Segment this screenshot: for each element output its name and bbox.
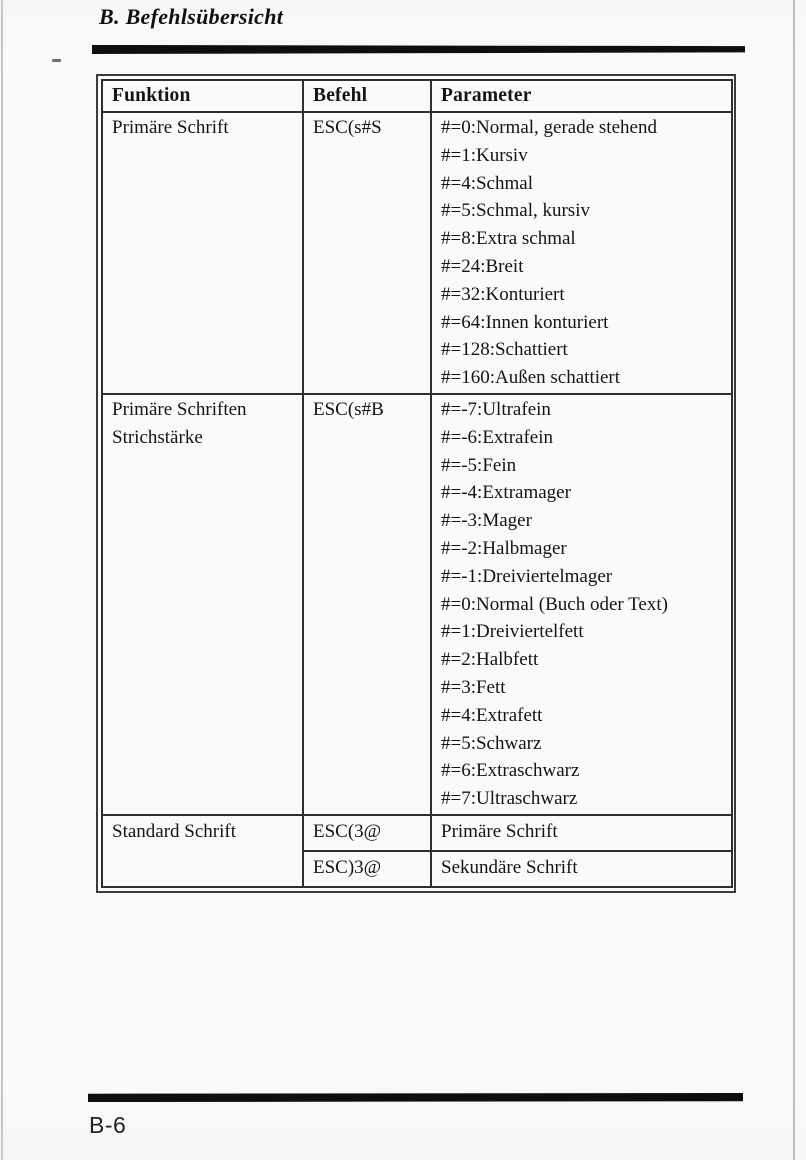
parameter-line: #=-4:Extramager [441,482,571,504]
parameter-line: #=5:Schmal, kursiv [441,200,590,222]
parameter-cell [431,112,732,394]
funktion-cell: Primäre Schrift [102,112,303,394]
column-header-funktion: Funktion [102,80,303,112]
parameter-line: #=128:Schattiert [441,339,568,361]
parameter-line: #=-3:Mager [441,510,532,532]
parameter-line: #=1:Kursiv [441,144,528,166]
parameter-line: #=64:Innen konturiert [441,311,609,333]
parameter-line: #=32:Konturiert [441,283,565,305]
footer-rule [88,1093,743,1102]
column-header-befehl: Befehl [303,80,431,112]
funktion-cell: Primäre Schriften Strichstärke [102,394,303,815]
funktion-cell: Standard Schrift [102,815,303,887]
parameter-line: #=24:Breit [441,255,524,277]
page-number: B-6 [89,1112,127,1138]
parameter-line: #=160:Außen schattiert [441,367,621,389]
table-row-strichstaerke [102,394,732,815]
parameter-line: #=4:Extrafett [441,704,543,726]
parameter-line: #=7:Ultraschwarz [441,788,578,810]
parameter-line: #=4:Schmal [441,172,533,194]
parameter-cell: Primäre Schrift [431,815,732,851]
parameter-line: #=2:Halbfett [441,649,539,671]
command-table [101,79,733,888]
page-right-edge-artifact [793,0,795,1160]
parameter-line: #=1:Dreiviertelfett [441,621,584,643]
parameter-line: #=5:Schwarz [441,732,542,754]
parameter-line: #=-6:Extrafein [441,426,554,448]
parameter-line: #=0:Normal (Buch oder Text) [441,593,668,615]
table-row-primaere-schrift [102,112,732,394]
header-rule [92,45,745,54]
parameter-line: #=-5:Fein [441,454,517,476]
befehl-cell: ESC)3@ [303,851,431,887]
parameter-line: #=6:Extraschwarz [441,760,580,782]
page-title: B. Befehlsübersicht [99,4,284,29]
parameter-cell [431,394,732,815]
befehl-cell: ESC(3@ [303,815,431,851]
parameter-line: #=-2:Halbmager [441,537,567,559]
parameter-line: #=0:Normal, gerade stehend [441,117,657,138]
befehl-cell: ESC(s#B [303,394,431,815]
parameter-line: #=3:Fett [441,676,506,698]
table-row-standard-schrift [102,815,732,851]
parameter-line: #=-1:Dreiviertelmager [441,565,613,587]
parameter-line: #=8:Extra schmal [441,228,576,250]
stray-mark [52,59,61,62]
table-header-row [102,80,732,112]
parameter-cell: Sekundäre Schrift [431,851,732,887]
page-left-edge-artifact [1,0,3,1160]
befehl-cell: ESC(s#S [303,112,431,394]
column-header-parameter: Parameter [431,80,732,112]
parameter-line: #=-7:Ultrafein [441,398,551,420]
command-table-frame [96,74,736,893]
